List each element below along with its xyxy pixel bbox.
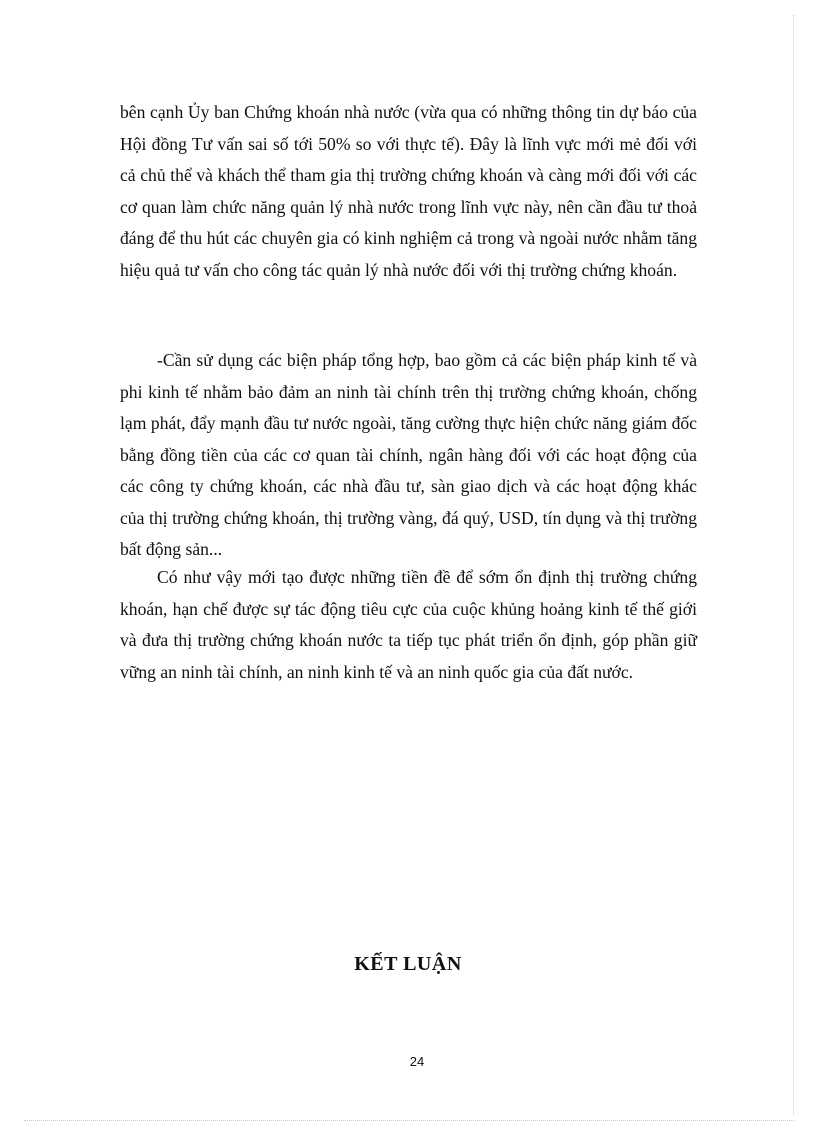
paragraph-3: Có như vậy mới tạo được những tiền đề để sớm ổn định thị trường chứng khoán, hạn chế được sự tác động tiêu cực của cuộc khủng hoảng kinh tế thế giới và đưa thị trường chứng khoán nước ta tiếp tục phát triển ổn định, góp phần giữ vững an ninh tài chính, an ninh kinh tế và an ninh quốc gia của đất nước. xyxy=(120,567,697,682)
paragraph-2: -Cần sử dụng các biện pháp tổng hợp, bao gồm cả các biện pháp kinh tế và phi kinh tế nhằm bảo đảm an ninh tài chính trên thị trường chứng khoán, chống lạm phát, đẩy mạnh đầu tư nước ngoài, tăng cường thực hiện chức năng giám đốc bằng đồng tiền của các cơ quan tài chính, ngân hàng đối với các hoạt động của các công ty chứng khoán, các nhà đầu tư, sàn giao dịch và các hoạt động khác của thị trường chứng khoán, thị trường vàng, đá quý, USD, tín dụng và thị trường bất động sản... xyxy=(120,350,697,559)
page-number: 24 xyxy=(409,1054,425,1069)
page-border-bottom xyxy=(24,1120,794,1121)
paragraph-1: bên cạnh Ủy ban Chứng khoán nhà nước (vừa qua có những thông tin dự báo của Hội đồng Tư vấn sai số tới 50% so với thực tế). Đây là lĩnh vực mới mẻ đối với cả chủ thể và khách thể tham gia thị trường chứng khoán và càng mới đối với các cơ quan làm chức năng quản lý nhà nước trong lĩnh vực này, nên cần đầu tư thoả đáng để thu hút các chuyên gia có kinh nghiệm cả trong và ngoài nước nhằm tăng hiệu quả tư vấn cho công tác quản lý nhà nước đối với thị trường chứng khoán. xyxy=(120,102,697,280)
page-border-right xyxy=(793,15,794,1115)
section-heading: KẾT LUẬN xyxy=(354,953,462,975)
